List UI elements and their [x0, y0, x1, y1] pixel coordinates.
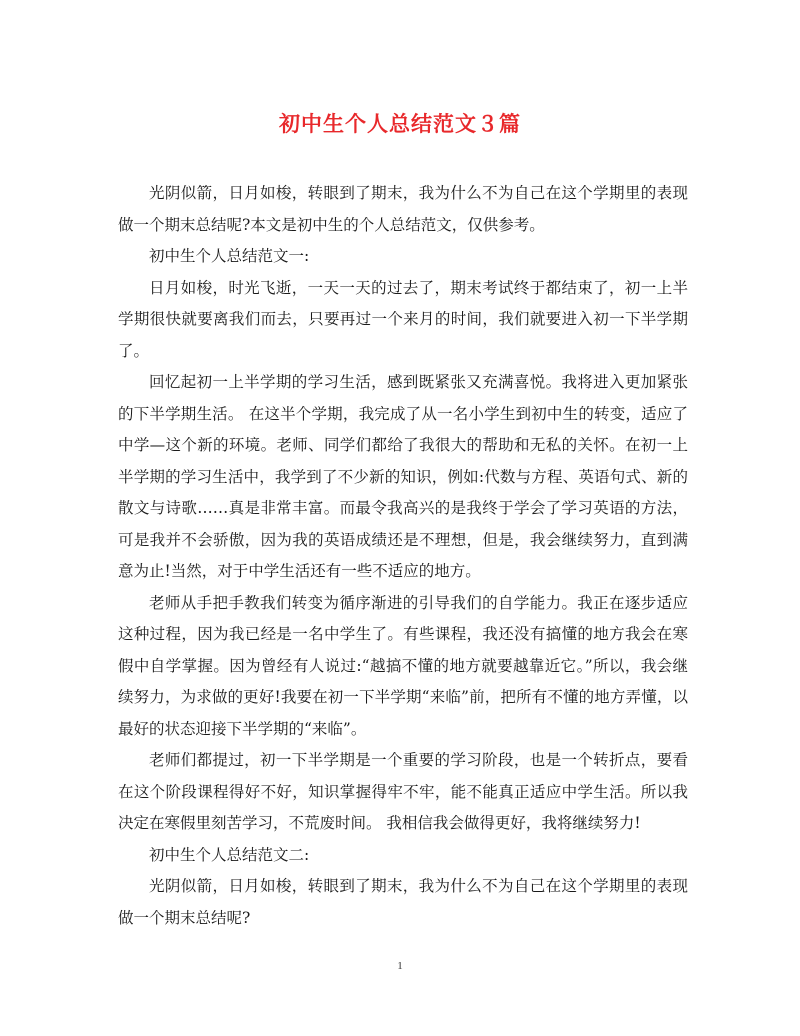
paragraph-intro: 光阴似箭，日月如梭，转眼到了期末，我为什么不为自己在这个学期里的表现做一个期末总结呢?本文是初中生的个人总结范文，仅供参考。	[118, 184, 688, 234]
paragraph: 回忆起初一上半学期的学习生活，感到既紧张又充满喜悦。我将进入更加紧张的下半学期生活。 在这半个学期，我完成了从一名小学生到初中生的转变，适应了中学—这个新的环境。老师、同学们都给了我很大的帮助和无私的关怀。在初一上半学期的学习生活中，我学到了不少新的知识，例如:代数与方程、英语句式、新的散文与诗歌……真是非常丰富。而最令我高兴的是我终于学会了学习英语的方法，可是我并不会骄傲，因为我的英语成绩还是不理想，但是，我会继续努力，直到满意为止!当然，对于中学生活还有一些不适应的地方。	[118, 373, 688, 580]
page-number: 1	[397, 960, 403, 972]
paragraph-heading-two: 初中生个人总结范文二:	[149, 845, 310, 864]
document-body	[118, 178, 688, 934]
paragraph: 老师们都提过，初一下半学期是一个重要的学习阶段，也是一个转折点，要看在这个阶段课程得好不好，知识掌握得牢不牢，能不能真正适应中学生活。所以我决定在寒假里刻苦学习，不荒废时间。 我相信我会做得更好，我将继续努力!	[118, 751, 688, 832]
document-title: 初中生个人总结范文３篇	[279, 111, 521, 136]
paragraph-heading-one: 初中生个人总结范文一:	[149, 247, 310, 265]
paragraph: 老师从手把手教我们转变为循序渐进的引导我们的自学能力。我正在逐步适应这种过程，因为我已经是一名中学生了。有些课程，我还没有搞懂的地方我会在寒假中自学掌握。因为曾经有人说过:“越搞不懂的地方就要越靠近它。”所以，我会继续努力，为求做的更好!我要在初一下半学期“来临”前，把所有不懂的地方弄懂，以最好的状态迎接下半学期的“来临”。	[118, 593, 688, 738]
paragraph: 日月如梭，时光飞逝，一天一天的过去了，期末考试终于都结束了，初一上半学期很快就要离我们而去，只要再过一个来月的时间，我们就要进入初一下半学期了。	[118, 278, 688, 360]
paragraph: 光阴似箭，日月如梭，转眼到了期末，我为什么不为自己在这个学期里的表现做一个期末总结呢?	[118, 877, 688, 927]
